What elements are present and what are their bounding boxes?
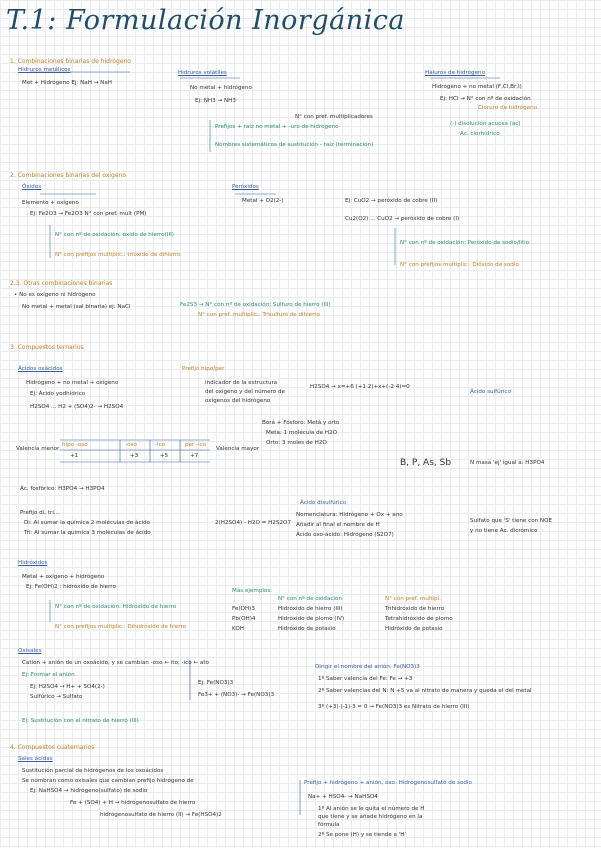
table-val-2: +5 (160, 453, 169, 459)
s1-h3-line4: (-) disolución acuosa (ac) (450, 121, 521, 127)
hy-table-head-2: N° con pref. multipl. (385, 596, 442, 602)
s2-p5: N° con prefijos multiplic.: Dióxido de sodio (400, 262, 519, 268)
s1-h3-line5: Ac. clorhídrico (460, 131, 500, 137)
table-head-3: per -ico (185, 442, 207, 448)
s4-l3: Ej: NaHSO4 → hidrógeno(sulfato) de sodio (30, 788, 148, 794)
s1-h3-line1: Hidrógeno + no metal (F,Cl,Br,I) (432, 84, 522, 90)
table-head-1: -oso (125, 442, 137, 448)
valencia-mayor-label: Valencia mayor (216, 446, 260, 452)
s2-p1: Metal + O2(2-) (242, 198, 284, 204)
s3-hy1: Metal + oxígeno + hidrógeno (22, 574, 105, 580)
s2-l1: Elemento + oxígeno (22, 200, 79, 206)
s3-ex7: Ácido disulfúrico (300, 500, 347, 506)
hy-row1-c1: Hidróxido de plomo (IV) (278, 616, 345, 622)
hy-row2-c0: KOH (232, 626, 244, 632)
s3-ex9: Añadir al final el nombre de H (296, 522, 380, 528)
s2-h2: Peróxidos (232, 184, 259, 190)
s4-l2: Se nombran como oxisales que cambian prefijo hidrógeno de (22, 778, 194, 784)
s2-p3: Cu2(O2) ... CuO2 → peróxido de cobre (I) (345, 216, 460, 222)
s4-r2: Na+ + HSO4- → NaHSO4 (308, 794, 378, 800)
hy-row1-c0: Pb(OH)4 (232, 616, 256, 622)
s3-ox4: Sulfúrico → Sulfato (30, 694, 83, 700)
s3-notes3: Orto: 3 moles de H2O (266, 440, 327, 446)
s2-l2: Ej: Fe2O3 → Fe2O3 N° con pref. mult (PM) (30, 211, 147, 217)
s3-ox-right2: 1º Saber valencia del Fe: Fe → +3 (318, 676, 413, 682)
s3-notes1: Borá + Fósforo: Metá y orto (262, 420, 340, 426)
hy-row0-c1: Hidróxido de hierro (III) (278, 606, 343, 612)
s3-o1: Hidrógeno + no metal + oxígeno (26, 380, 119, 386)
table-head-0: hipo -oso (62, 442, 88, 448)
s3-ex3: Prefijo di, tri... (20, 510, 60, 516)
s3-series: B, P, As, Sb (400, 458, 452, 468)
table-head-2: -ico (155, 442, 166, 448)
valencia-menor-label: Valencia menor (16, 446, 60, 452)
section-4-heading: 4. Compuestos cuaternarios (10, 744, 95, 751)
s3-onote2: del oxígeno y del número de (205, 389, 285, 395)
s4-h1: Sales ácidas (18, 756, 53, 762)
s2-p2: Ej: CuO2 → peróxido de cobre (II) (345, 198, 438, 204)
s3-h2: Hidróxidos (18, 560, 48, 566)
section-2-heading: 2. Combinaciones binarias del oxígeno (10, 172, 127, 179)
hy-row0-c2: Trihidróxido de hierro (385, 606, 445, 612)
s2-l4: N° con prefijos multiplic.: trióxido de dihierro (55, 252, 181, 258)
s2-3-l3: Fe2S3 → N° con nº de oxidación: Sulfuro de hierro (III) (180, 302, 331, 308)
s3-ox6: Ej: Fe(NO3)3 (198, 680, 234, 686)
s4-r5: fórmula (318, 822, 340, 828)
table-val-1: +3 (130, 453, 139, 459)
s3-ex4: Di: Al sumar la química 2 moléculas de ácido (24, 520, 151, 526)
s3-ox5: Ej: Sustitución con el nitrato de hierro (III) (22, 718, 139, 724)
table-val-0: +1 (70, 453, 79, 459)
hy-row2-c1: Hidróxido de potasio (278, 626, 336, 632)
s2-h1: Óxidos (22, 184, 42, 190)
s3-ex6: 2(H2SO4) - H2O = H2S2O7 (215, 520, 292, 526)
s3-ex1: Ác. fosfórico: H3PO4 → H3PO4 (20, 486, 105, 492)
s3-ex-right2: y no tiene Ac. dicrómico (470, 528, 538, 534)
s3-oformula: H2SO4 → x=+6 (+1·2)+x+(-2·4)=0 (310, 384, 410, 390)
s1-h3: Haluros de hidrógeno (425, 70, 486, 76)
s3-ox7: Fe3+ + (NO3)- → Fe(NO3)3 (198, 692, 275, 698)
s3-onote1: indicador de la estructura (205, 380, 278, 386)
s4-r4: que tiene y se añade hidrógeno en la (318, 814, 423, 820)
s3-h3: Oxisales (18, 648, 42, 654)
s4-r3: 1º Al anión se le quita el número de H (318, 806, 425, 812)
s2-3-l4: N° con pref. multiplic.: Trisulfuro de dihierro (198, 312, 320, 318)
s1-h1: Hidruros metálicos (18, 67, 71, 73)
s4-r1: Prefijo + hidrógeno + anión, oxo: Hidrógenosulfato de sodio (304, 780, 472, 786)
s4-l4: Fe + (SO4) + H → hidrógenosulfato de hierro (70, 800, 196, 806)
s3-series-note: N masa 'ej' igual a: H3PO4 (470, 460, 545, 466)
s3-ox-right3: 2º Saber valencias del N: N +5 va al nitrato de manera y queda el del metal (318, 688, 532, 694)
s3-ox-right4: 3º (+3)·(-1)·3 = 0 → Fe(NO3)3 es Nitrato de hierro (III) (318, 704, 470, 710)
s1-h2-line2: Ej: NH3 → NH3 (195, 98, 236, 104)
s1-h2-note1: N° con pref. multiplicadores (295, 114, 373, 120)
s3-ex8: Nomenclatura: Hidrógeno + Ox + ano (296, 512, 403, 518)
s3-h1: Ácidos oxácidos (18, 366, 63, 372)
s4-l1: Sustitución parcial de hidrógenos de los oxoácidos (22, 768, 164, 774)
s4-r6: 2º Se pone (H) y se tiende a 'H' (318, 832, 407, 838)
s1-h2-note2: Prefijos + raíz no metal + -uro de hidrógeno (215, 124, 339, 130)
s3-ex10: Ácido oxo-ácido: Hidrógeno (S2O7) (296, 532, 394, 538)
s1-h2-note3: Nombres sistemáticos de sustitución - raíz (terminación) (215, 142, 374, 148)
s3-ex-right1: Sulfato que 'S' tiene con NOE (470, 518, 553, 524)
section-2-3-heading: 2.3. Otras combinaciones binarias (10, 280, 113, 287)
s3-ox-right1: Dirigir el nombre del anión, Fe(NO3)3 (315, 664, 420, 670)
section-3-heading: 3. Compuestos ternarios (10, 344, 84, 351)
section-1-heading: 1. Combinaciones binarias de hidrógeno (10, 58, 131, 65)
hy-row1-c2: Tetrahidróxido de plomo (385, 616, 453, 622)
table-val-3: +7 (190, 453, 199, 459)
s1-h2: Hidruros volátiles (178, 70, 227, 76)
s2-3-l1: • No es oxígeno ni hidrógeno (14, 292, 96, 298)
s1-h1-line1: Met + Hidrógeno Ej: NaH → NaH (22, 80, 112, 86)
hy-table-head-1: N° con nº de oxidación (278, 596, 343, 602)
s4-l5: hidrógenosulfato de hierro (II) → Fe(HSO4)2 (100, 812, 222, 818)
s2-l3: N° con nº de oxidación: óxido de hierro(III) (55, 232, 174, 238)
s3-hy4: N° con prefijos multiplic.: Dihidróxido de hierro (55, 624, 187, 630)
s3-ox3: Ej: H2SO4 → H+ + SO4(2-) (30, 684, 105, 690)
s3-hy2: Ej: Fe(OH)2 : hidróxido de hierro (26, 584, 116, 590)
s2-3-l2: No metal + metal (sal binaria) ej: NaCl (22, 304, 131, 310)
s1-h2-line1: No metal + hidrógeno (190, 85, 252, 91)
s1-h3-line3: Cloruro de hidrógeno (478, 105, 538, 111)
s3-onote3: oxígenos del hidrógeno (205, 398, 271, 404)
s3-notes2: Meta: 1 molécula de H2O (266, 430, 338, 436)
s1-h3-line2: Ej: HCl → N° con nº de oxidación (440, 96, 531, 102)
s2-p4: N° con nº de oxidación: Peróxido de sodio/litio (400, 240, 530, 246)
hy-row0-c0: Fe(OH)3 (232, 606, 255, 612)
s3-ex5: Tri: Al sumar la química 3 moléculas de ácido (24, 530, 151, 536)
s3-prefix: Prefijo hipo/per (182, 366, 225, 372)
s3-o2: Ej: Ácido yodhídrico (30, 391, 86, 397)
s3-o3: H2SO4 ... H2 + (SO4)2- → H2SO4 (30, 404, 124, 410)
s3-oending: Ácido sulfúrico (470, 389, 511, 395)
page-title: T.1: Formulación Inorgánica (6, 5, 405, 36)
hy-table-head-0: Más ejemplos: (232, 588, 273, 594)
s3-hy3: N° con nº de oxidación: Hidróxido de hierro (55, 604, 177, 610)
s3-ox2: Ej: Formar el anión (22, 672, 75, 678)
s3-ox1: Catión + anión de un oxoácido, y se cambian -oso ← ito; -ico ← ato (22, 660, 209, 666)
hy-row2-c2: Hidróxido de potasio (385, 626, 443, 632)
